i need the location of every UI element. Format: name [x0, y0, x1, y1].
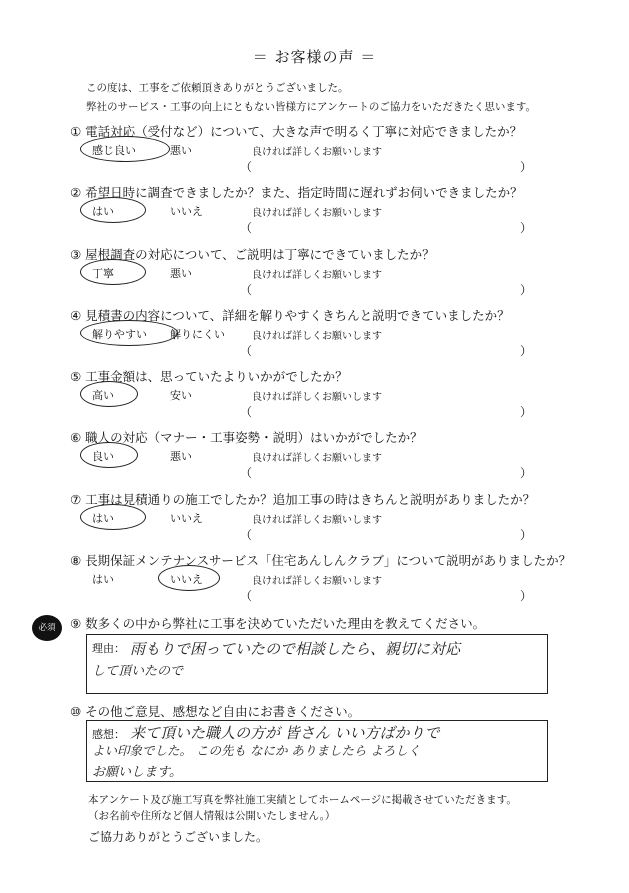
required-badge: 必須 [32, 615, 62, 641]
close-paren: ） [520, 589, 533, 603]
q10-answer-line-1: 来て頂いた職人の方が 皆さん いい方ばかりで [130, 724, 440, 742]
selection-circle [80, 320, 178, 346]
selection-circle [80, 136, 170, 162]
q9-text: ⑨ 数多くの中から弊社に工事を決めていただいた理由を教えてください。 [70, 616, 486, 631]
open-paren: （ [240, 283, 253, 297]
question-text: ⑥ 職人の対応（マナー・工事姿勢・説明）はいかがでしたか？ [70, 430, 423, 445]
open-paren: （ [240, 160, 253, 174]
intro-line-1: この度は、工事をご依頼頂きありがとうございました。 [86, 82, 349, 94]
q9-answer-line-2: して頂いたので [92, 664, 184, 679]
details-prompt: 良ければ詳しくお願いします [252, 576, 382, 587]
q9-answer-line-1: 雨もりで困っていたので相談したら、親切に対応 [130, 640, 461, 658]
question-text: ② 希望日時に調査できましたか？また、指定時間に遅れずお伺いできましたか？ [70, 185, 523, 200]
option-2[interactable]: 悪い [170, 267, 192, 280]
option-2[interactable]: いいえ [170, 573, 203, 586]
option-2[interactable]: いいえ [170, 512, 203, 525]
footer-line-1: 本アンケート及び施工写真を弊社施工実績としてホームページに掲載させていただきます。 [88, 794, 517, 806]
open-paren: （ [240, 344, 253, 358]
question-text: ④ 見積書の内容について、詳細を解りやすくきちんと説明できていましたか？ [70, 308, 510, 323]
details-prompt: 良ければ詳しくお願いします [252, 270, 382, 281]
q10-answer-line-3: お願いします。 [92, 765, 182, 780]
details-prompt: 良ければ詳しくお願いします [252, 392, 382, 403]
open-paren: （ [240, 589, 253, 603]
close-paren: ） [520, 528, 533, 542]
details-prompt: 良ければ詳しくお願いします [252, 208, 382, 219]
option-1[interactable]: 良い [92, 450, 114, 463]
details-prompt: 良ければ詳しくお願いします [252, 147, 382, 158]
q10-text: ⑩ その他ご意見、感想など自由にお書きください。 [70, 704, 361, 719]
option-2[interactable]: 解りにくい [170, 328, 225, 341]
option-1[interactable]: はい [92, 205, 114, 218]
q10-answer-line-2: よい印象でした。 この先も なにか ありましたら よろしく [92, 743, 421, 758]
option-2[interactable]: いいえ [170, 205, 203, 218]
page-title: ＝ お客様の声 ＝ [252, 48, 377, 66]
q9-label: 理由： [92, 642, 125, 655]
option-1[interactable]: 感じ良い [92, 144, 136, 157]
close-paren: ） [520, 344, 533, 358]
close-paren: ） [520, 160, 533, 174]
option-2[interactable]: 安い [170, 389, 192, 402]
open-paren: （ [240, 221, 253, 235]
close-paren: ） [520, 466, 533, 480]
question-text: ③ 屋根調査の対応について、ご説明は丁寧にできていましたか？ [70, 247, 435, 262]
close-paren: ） [520, 405, 533, 419]
footer-line-2: （お名前や住所など個人情報は公開いたしません。） [88, 810, 336, 822]
selection-circle [80, 259, 146, 285]
intro-line-2: 弊社のサービス・工事の向上にともない皆様方にアンケートのご協力をいただきたく思います。 [86, 101, 537, 113]
selection-circle [80, 197, 146, 223]
q10-label: 感想： [92, 728, 125, 741]
details-prompt: 良ければ詳しくお願いします [252, 453, 382, 464]
close-paren: ） [520, 283, 533, 297]
option-1[interactable]: 解りやすい [92, 328, 147, 341]
selection-circle [158, 565, 220, 591]
selection-circle [80, 381, 138, 407]
open-paren: （ [240, 405, 253, 419]
option-2[interactable]: 悪い [170, 144, 192, 157]
option-1[interactable]: はい [92, 512, 114, 525]
option-1[interactable]: 丁寧 [92, 267, 114, 280]
close-paren: ） [520, 221, 533, 235]
question-text: ⑤ 工事金額は、思っていたよりいかがでしたか？ [70, 369, 348, 384]
details-prompt: 良ければ詳しくお願いします [252, 515, 382, 526]
open-paren: （ [240, 528, 253, 542]
thanks-text: ご協力ありがとうございました。 [88, 830, 269, 844]
open-paren: （ [240, 466, 253, 480]
question-text: ① 電話対応（受付など）について、大きな声で明るく丁寧に対応できましたか？ [70, 124, 523, 139]
details-prompt: 良ければ詳しくお願いします [252, 331, 382, 342]
selection-circle [80, 504, 146, 530]
question-text: ⑦ 工事は見積通りの施工でしたか？追加工事の時はきちんと説明がありましたか？ [70, 492, 536, 507]
selection-circle [80, 442, 138, 468]
option-1[interactable]: 高い [92, 389, 114, 402]
option-1[interactable]: はい [92, 573, 114, 586]
question-text: ⑧ 長期保証メンテナンスサービス「住宅あんしんクラブ」について説明がありましたか？ [70, 553, 572, 568]
option-2[interactable]: 悪い [170, 450, 192, 463]
